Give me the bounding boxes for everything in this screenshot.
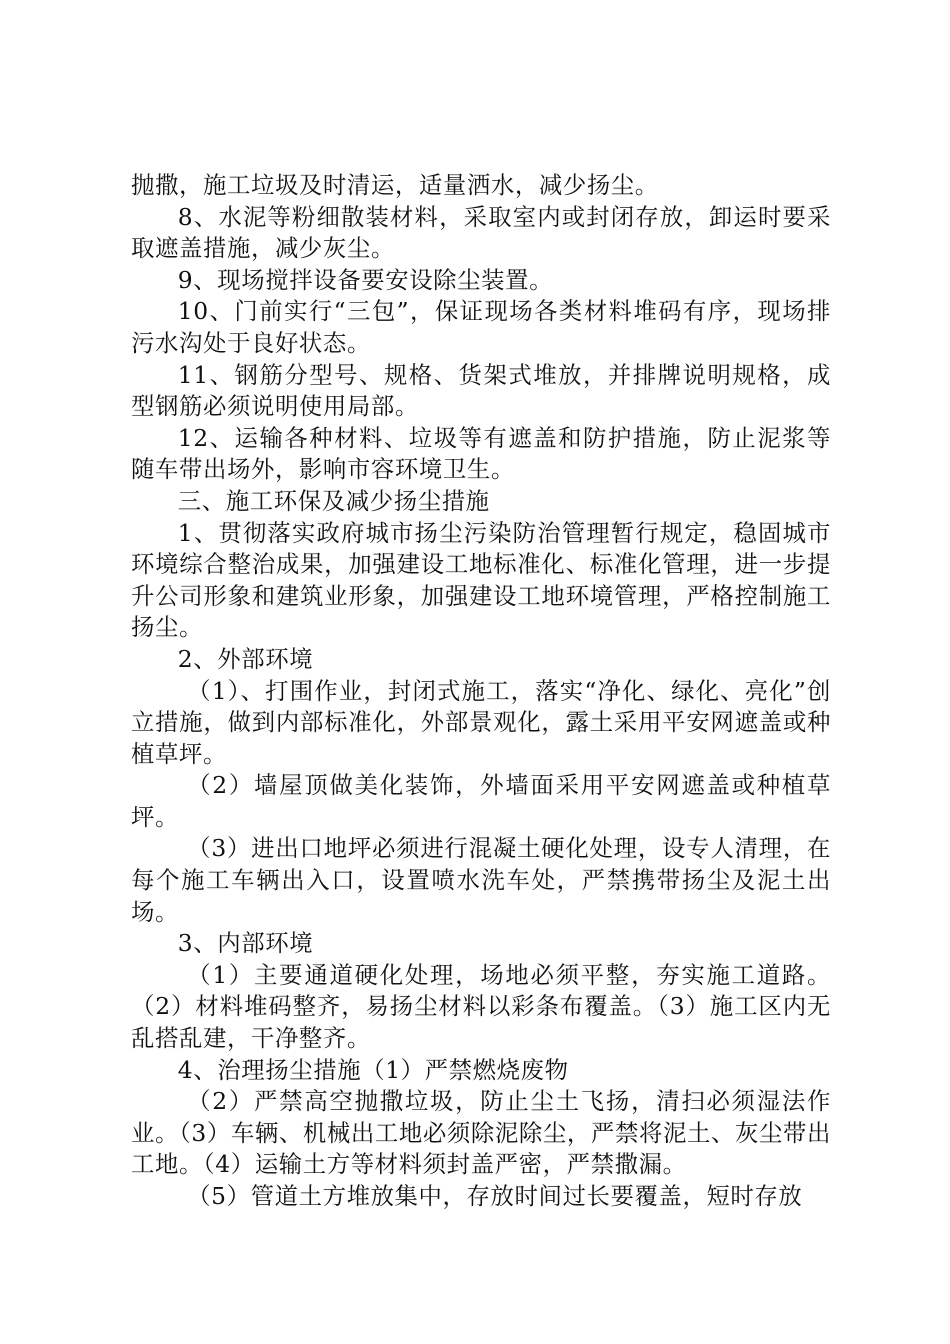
paragraph-section3-item-1: 1、贯彻落实政府城市扬尘污染防治管理暂行规定，稳固城市环境综合整治成果，加强建设工地标准化、标准化管理，进一步提升公司形象和建筑业形象，加强建设工地环境管理，严格控制施工扬尘。 [131,518,831,642]
paragraph-dust-control-items: （2）严禁高空抛撒垃圾，防止尘土飞扬，清扫必须湿法作业。（3）车辆、机械出工地必须除泥除尘，严禁将泥土、灰尘带出工地。（4）运输土方等材料须封盖严密，严禁撒漏。 [131,1087,831,1179]
paragraph-item-11: 11、钢筋分型号、规格、货架式堆放，并排牌说明规格，成型钢筋必须说明使用局部。 [131,360,831,421]
paragraph-item-12: 12、运输各种材料、垃圾等有遮盖和防护措施，防止泥浆等随车带出场外，影响市容环境卫生。 [131,423,831,484]
subheading-dust-control: 4、治理扬尘措施（1）严禁燃烧废物 [177,1055,569,1084]
document-body [131,170,831,1213]
paragraph-continuation: 抛撒，施工垃圾及时清运，适量洒水，减少扬尘。 [131,171,659,199]
paragraph-item-10: 10、门前实行“三包”，保证现场各类材料堆码有序，现场排污水沟处于良好状态。 [131,297,831,357]
paragraph-external-1: （1）、打围作业，封闭式施工，落实“净化、绿化、亮化”创立措施，做到内部标准化，外部景观化，露土采用平安网遮盖或种植草坪。 [131,676,831,768]
paragraph-internal-items: （1）主要通道硬化处理，场地必须平整，夯实施工道路。（2）材料堆码整齐，易扬尘材料以彩条布覆盖。（3）施工区内无乱搭乱建，干净整齐。 [131,960,831,1053]
subheading-internal-environment: 3、内部环境 [177,929,314,958]
subheading-external-environment: 2、外部环境 [177,644,314,673]
paragraph-external-3: （3）进出口地坪必须进行混凝土硬化处理，设专人清理，在每个施工车辆出入口，设置喷水洗车处，严禁携带扬尘及泥土出场。 [131,834,831,926]
paragraph-dust-control-5: （5）管道土方堆放集中，存放时间过长要覆盖，短时存放 [187,1182,803,1210]
section-heading-3: 三、施工环保及减少扬尘措施 [177,486,490,515]
paragraph-external-2: （2）墙屋顶做美化装饰，外墙面采用平安网遮盖或种植草坪。 [131,771,831,831]
paragraph-item-9: 9、现场搅拌设备要安设除尘装置。 [177,265,554,294]
paragraph-item-8: 8、水泥等粉细散装材料，采取室内或封闭存放，卸运时要采取遮盖措施，减少灰尘。 [131,202,831,263]
